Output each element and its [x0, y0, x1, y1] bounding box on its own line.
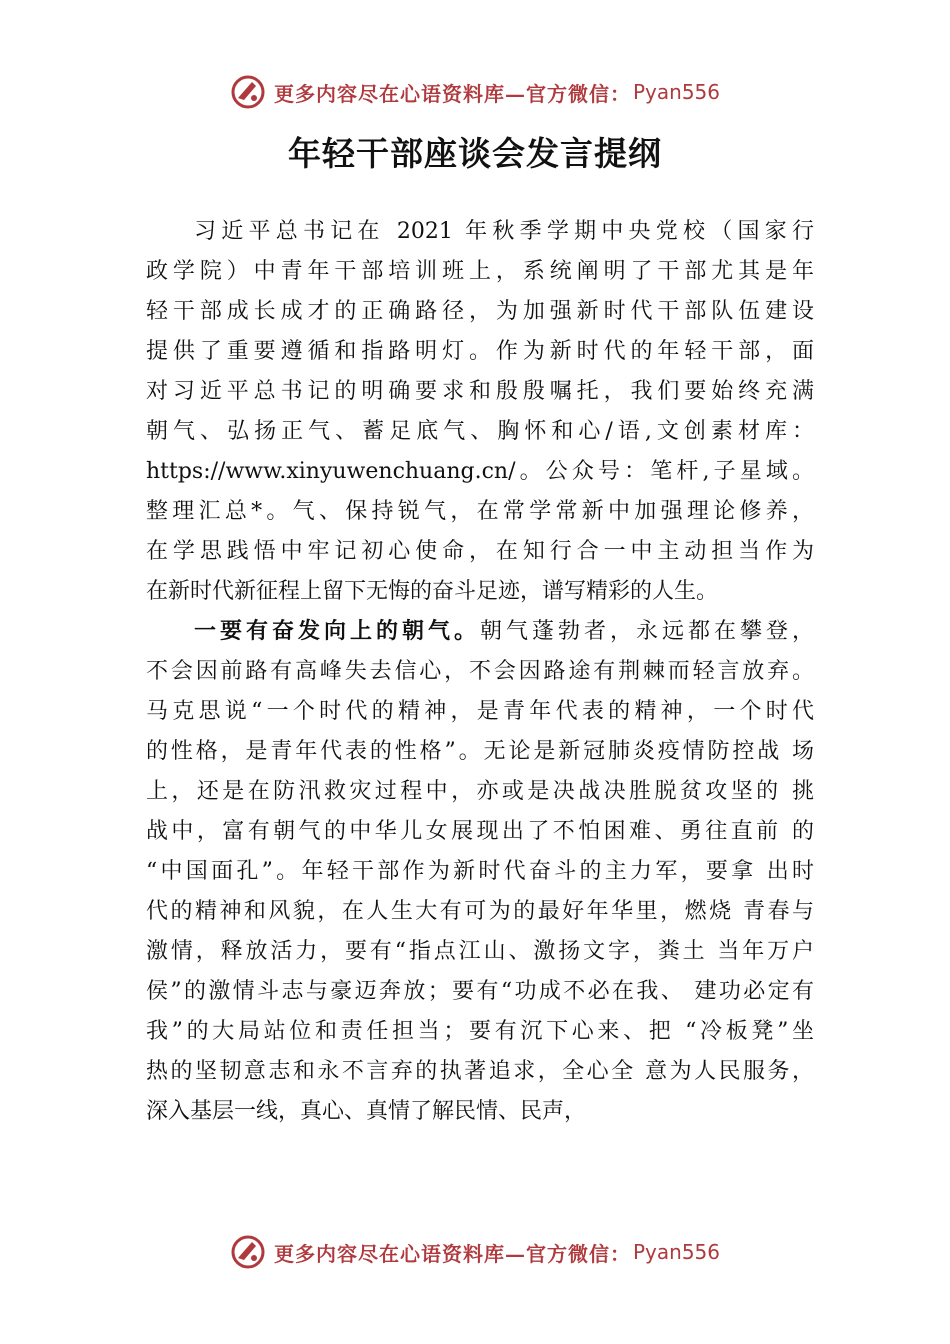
text-line: 我”的大局站位和责任担当；要有沉下心来、把 “冷板凳”坐: [146, 1019, 814, 1044]
text-line: 不会因前路有高峰失去信心，不会因路途有荆棘而轻言放弃。: [146, 659, 814, 684]
text-line: 在学思践悟中牢记初心使命，在知行合一中主动担当作为: [146, 539, 814, 564]
text-line: 对习近平总书记的明确要求和殷殷嘱托，我们要始终充满: [146, 379, 814, 404]
footer-banner: [0, 1232, 950, 1272]
text-line: 马克思说“一个时代的精神，是青年代表的精神，一个时代: [146, 699, 814, 724]
banner-text: 更多内容尽在心语资料库—官方微信：: [273, 81, 631, 106]
text-line: 朝气、弘扬正气、蓄足底气、胸怀和心/语,文创素材库：: [146, 419, 814, 444]
text-line: 提供了重要遵循和指路明灯。作为新时代的年轻干部，面: [146, 339, 814, 364]
text-line: 代的精神和风貌，在人生大有可为的最好年华里，燃烧 青春与: [146, 899, 814, 924]
text-line: 轻干部成长成才的正确路径，为加强新时代干部队伍建设: [146, 299, 814, 324]
banner-text: 更多内容尽在心语资料库—官方微信：: [273, 1241, 631, 1266]
page-title: 年轻干部座谈会发言提纲: [288, 134, 662, 173]
logo-icon: [230, 74, 266, 110]
text-line: 政学院）中青年干部培训班上，系统阐明了干部尤其是年: [146, 259, 814, 284]
text-line: 热的坚韧意志和永不言弃的执著追求，全心全 意为人民服务，: [146, 1059, 814, 1084]
text-line: 习近平总书记在 2021 年秋季学期中央党校（国家行: [194, 219, 814, 244]
header-banner: [0, 72, 950, 112]
text-line: 整理汇总*。气、保持锐气，在常学常新中加强理论修养，: [146, 499, 814, 524]
banner-wechat-id: Pyan556: [632, 1240, 720, 1264]
text-line: 激情，释放活力，要有“指点江山、激扬文字，粪土 当年万户: [146, 939, 814, 964]
text-line: “中国面孔”。年轻干部作为新时代奋斗的主力军，要拿 出时: [146, 859, 814, 884]
text-line: 在新时代新征程上留下无悔的奋斗足迹，谱写精彩的人生。: [146, 579, 719, 604]
text-line: 深入基层一线，真心、真情了解民情、民声，: [146, 1099, 587, 1124]
paragraph-lead: 一要有奋发向上的朝气。: [194, 619, 480, 644]
banner-wechat-id: Pyan556: [632, 80, 720, 104]
text-line: [146, 612, 814, 652]
paragraph-vigor: [146, 612, 814, 1132]
document-body: [146, 212, 814, 1132]
lead-rest: 朝气蓬勃者，永远都在攀登，: [480, 619, 814, 644]
text-line: 侯”的激情斗志与豪迈奔放；要有“功成不必在我、 建功必定有: [146, 979, 814, 1004]
text-line: 战中，富有朝气的中华儿女展现出了不怕困难、勇往直前 的: [146, 819, 814, 844]
text-line: 上，还是在防汛救灾过程中，亦或是决战决胜脱贫攻坚的 挑: [146, 779, 814, 804]
text-line: https://www.xinyuwenchuang.cn/。公众号：笔杆,子星域。: [146, 459, 814, 484]
logo-icon: [230, 1234, 266, 1270]
text-line: 的性格，是青年代表的性格”。无论是新冠肺炎疫情防控战 场: [146, 739, 814, 764]
paragraph-intro: [146, 212, 814, 612]
